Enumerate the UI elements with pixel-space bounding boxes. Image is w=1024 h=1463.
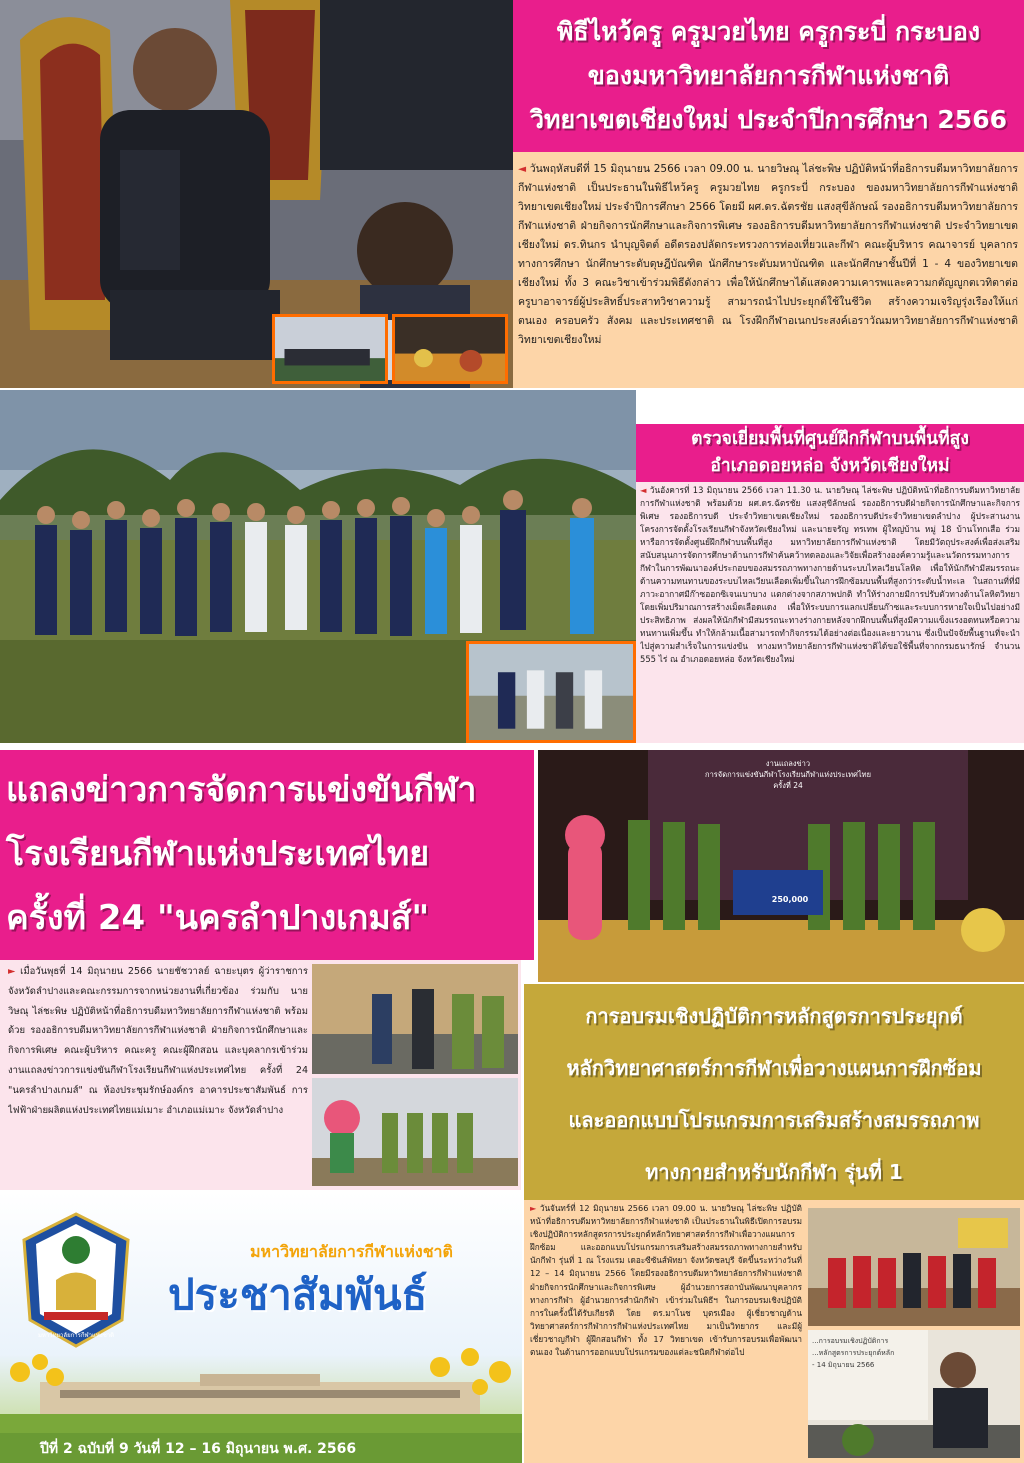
seal-label: มหาวิทยาลัยการกีฬาแห่งชาติ	[37, 1332, 115, 1339]
training-slide-line-3: - 14 มิถุนายน 2566	[812, 1361, 875, 1369]
site-visit-inset-photo	[466, 641, 636, 743]
section3-headline-line-2: โรงเรียนกีฬาแห่งประเทศไทย	[6, 834, 430, 874]
section2-body	[640, 484, 1020, 741]
training-slide-line-1: ...การอบรมเชิงปฏิบัติการ	[812, 1337, 889, 1345]
bullet-icon: ►	[8, 966, 21, 977]
section3-body	[8, 962, 308, 1187]
section4-headline-line-1: การอบรมเชิงปฏิบัติการหลักสูตรการประยุกต์	[585, 1004, 963, 1028]
section4-headline-line-4: ทางกายสำหรับนักกีฬา รุ่นที่ 1	[645, 1160, 903, 1184]
masthead-issue-line: ปีที่ 2 ฉบับที่ 9 วันที่ 12 – 16 มิถุนายน พ.ศ. 2566	[40, 1441, 357, 1457]
training-slide-text	[812, 1335, 924, 1371]
section3-headline	[0, 758, 534, 950]
press-interview-photo	[312, 964, 518, 1074]
section2-headline-line-2: อำเภอดอยหล่อ จังหวัดเชียงใหม่	[710, 456, 950, 476]
bullet-icon: ►	[530, 1203, 540, 1213]
masthead-university-name: มหาวิทยาลัยการกีฬาแห่งชาติ	[250, 1242, 453, 1261]
stage-banner-line-3: ครั้งที่ 24	[773, 781, 803, 790]
mascot-group-photo	[312, 1078, 518, 1186]
section1-headline-line-3: วิทยาเขตเชียงใหม่ ประจำปีการศึกษา 2566	[529, 105, 1007, 134]
donation-check-amount: 250,000	[771, 895, 809, 904]
section4-body-text: วันจันทร์ที่ 12 มิถุนายน 2566 เวลา 09.00 น. นายวิษณุ ไล่ชะพิษ ปฏิบัติหน้าที่อธิการบดีมหาวิทยาลัยการกีฬาแห่งชาติ เป็นประธานในพิธีเปิดการอบรมเชิงปฏิบัติการหลักสูตรการประยุกต์หลักวิทยาศาสตร์การกีฬาเพื่อวางแผนการฝึกซ้อม และออกแบบโปรแกรมการเสริมสร้างสมรรถภาพทางกายสำหรับนักกีฬา รุ่นที่ 1 ณ โรงแรม เดอะซีซันส์พัทยา จังหวัดชลบุรี จัดขึ้นระหว่างวันที่ 12 – 14 มิถุนายน 2566 โดยมีรองอธิการบดีมหาวิทยาลัยการกีฬาแห่งชาติ ฝ่ายกิจการนักศึกษาและกิจการพิเศษ ผู้อำนวยการสถาบันพัฒนาบุคลากรทางการกีฬา ผู้อำนวยการสำนักกีฬา เข้าร่วมในพิธีฯ ในการอบรมเชิงปฏิบัติการในครั้งนี้ได้รับเกียรติ โดย ดร.มาโนช บุตรเมือง ผู้เชี่ยวชาญด้านวิทยาศาสตร์การกีฬาการกีฬาแห่งประเทศไทย มาเป็นวิทยากร และมีผู้เชี่ยวชาญกีฬา ผู้ฝึกสอนกีฬา ทั้ง 17 วิทยาเขต เข้ารับการอบรมเพื่อพัฒนาตนเอง ในด้านการออกแบบโปรแกรมของแต่ละชนิดกีฬาต่อไป	[530, 1203, 802, 1358]
stage-banner-line-1: งานแถลงข่าว	[765, 759, 811, 768]
section3-body-text: เมื่อวันพุธที่ 14 มิถุนายน 2566 นายชัชวาลย์ ฉายะบุตร ผู้ว่าราชการจังหวัดลำปางและคณะกรรมการจากหน่วยงานที่เกี่ยวข้อง ร่วมกับ นายวิษณุ ไล่ชะพิษ ปฏิบัติหน้าที่อธิการบดีมหาวิทยาลัยการกีฬาแห่งชาติ พร้อมด้วย รองอธิการบดีมหาวิทยาลัยการกีฬาแห่งชาติ ฝ่ายกิจการนักศึกษาและกิจการพิเศษ คณะผู้บริหาร คณะครู คณะผู้ฝึกสอน และบุคลากรเข้าร่วมงานแถลงข่าวการแข่งขันกีฬาโรงเรียนกีฬาแห่งประเทศไทย ครั้งที่ 24 "นครลำปางเกมส์" ณ ห้องประชุมรักษ์องค์กร อาคารประชาสัมพันธ์ การไฟฟ้าฝ่ายผลิตแห่งประเทศไทยแม่เมาะ อำเภอแม่เมาะ จังหวัดลำปาง	[8, 966, 308, 1116]
bullet-icon: ◄	[518, 163, 530, 175]
section1-headline	[513, 10, 1024, 142]
section2-body-text: วันอังคารที่ 13 มิถุนายน 2566 เวลา 11.30 น. นายวิษณุ ไล่ชะพิษ ปฏิบัติหน้าที่อธิการบดีมหาวิทยาลัยการกีฬาแห่งชาติ พร้อมด้วย ผศ.ดร.ฉัตรชัย แสงสุขีลักษณ์ รองอธิการบดีฝ่ายกิจการนักศึกษาและกิจการพิเศษ รองอธิการบดี ประจำวิทยาเขตเชียงใหม่ รองอธิการบดีประจำวิทยาเขตลำปาง ผู้ประสานงานโครงการจัดตั้งโรงเรียนกีฬาจังหวัดเชียงใหม่ และนายจรัญ ทรเทพ ผู้ใหญ่บ้าน หมู่ 18 บ้านโทกเสือ ร่วมหารือการจัดตั้งศูนย์ฝึกกีฬาบนพื้นที่สูง มหาวิทยาลัยการกีฬาแห่งชาติ โดยมีวัตถุประสงค์เพื่อส่งเสริมสนับสนุนการจัดการศึกษาด้านการกีฬาค้นคว้าทดลองและวิจัยเพื่อสร้างองค์ความรู้และนวัตกรรมทางการกีฬาในการพัฒนาองค์ประกอบของสมรรถภาพทางกายด้านระบบไหลเวียนโลหิต เพื่อให้นักกีฬามีสมรรถนะด้านความทนทานของระบบไหลเวียนเลือดเพิ่มขึ้นในการฝึกซ้อมบนพื้นที่สูงกว่าระดับน้ำทะเล ในสถานที่ที่มีภาวะอากาศมีก๊าซออกซิเจนเบาบาง แตกต่างจากสภาพปกติ ทำให้ร่างกายมีการปรับตัวทางด้านโลหิตวิทยาโดยเพิ่มปริมาณการสร้างเม็ดเลือดแดง เพื่อให้ระบบการแลกเปลี่ยนก๊าซและระบบการหายใจเป็นไปอย่างมีประสิทธิภาพ ส่งผลให้นักกีฬามีสมรรถนะทางร่างกายหลังจากฝึกบนพื้นที่สูงมีความแข็งแรงอดทนหรือความทนทานเพิ่มขึ้น ทำให้กล้ามเนื้อสามารถทำกิจกรรมได้อย่างต่อเนื่องและยาวนาน ซึ่งเป็นปัจจัยพื้นฐานที่จะนำไปสู่ความสำเร็จในการแข่งขัน ทางมหาวิทยาลัยการกีฬาแห่งชาติได้ขอใช้พื้นที่จากกรมธนารักษ์ จำนวน 555 ไร่ ณ อำเภอดอยหล่อ จังหวัดเชียงใหม่	[640, 485, 1020, 664]
ceremony-inset-photo-1	[272, 314, 388, 384]
stage-banner-line-2: การจัดการแข่งขันกีฬาโรงเรียนกีฬาแห่งประเทศไทย	[705, 770, 871, 779]
training-group-photo	[808, 1208, 1020, 1326]
section2-headline-line-1: ตรวจเยี่ยมพื้นที่ศูนย์ฝึกกีฬาบนพื้นที่สูง	[691, 429, 969, 449]
bullet-icon: ◄	[640, 485, 650, 495]
section3-headline-line-1: แถลงข่าวการจัดการแข่งขันกีฬา	[6, 770, 477, 810]
section4-headline-line-2: หลักวิทยาศาสตร์การกีฬาเพื่อวางแผนการฝึกซ้อม	[566, 1056, 982, 1080]
section2-headline	[636, 426, 1024, 480]
section1-headline-line-1: พิธีไหว้ครู ครูมวยไทย ครูกระบี่ กระบอง	[556, 17, 981, 46]
masthead-title: ประชาสัมพันธ์	[168, 1270, 428, 1319]
university-seal-logo	[16, 1210, 136, 1350]
section4-headline-line-3: และออกแบบโปรแกรมการเสริมสร้างสมรรถภาพ	[568, 1108, 980, 1132]
ceremony-inset-photo-2	[392, 314, 508, 384]
section1-headline-line-2: ของมหาวิทยาลัยการกีฬาแห่งชาติ	[587, 61, 950, 90]
section4-body	[530, 1202, 802, 1460]
stage-banner	[668, 758, 908, 791]
section3-headline-line-3: ครั้งที่ 24 "นครลำปางเกมส์"	[6, 898, 430, 938]
section4-headline	[524, 990, 1024, 1198]
section1-body	[518, 160, 1018, 384]
section1-body-text: วันพฤหัสบดีที่ 15 มิถุนายน 2566 เวลา 09.00 น. นายวิษณุ ไล่ชะพิษ ปฏิบัติหน้าที่อธิการบดีมหาวิทยาลัยการกีฬาแห่งชาติ เป็นประธานในพิธีไหว้ครู ครูมวยไทย ครูกระบี่ กระบอง ของมหาวิทยาลัยการกีฬาแห่งชาติ วิทยาเขตเชียงใหม่ ประจำปีการศึกษา 2566 โดยมี ผศ.ดร.ฉัตรชัย แสงสุขีลักษณ์ รองอธิการบดีมหาวิทยาลัยการกีฬาแห่งชาติ ฝ่ายกิจการนักศึกษาและกิจการพิเศษ รองอธิการบดีมหาวิทยาลัยการกีฬาแห่งชาติ ประจำวิทยาเขตเชียงใหม่ ดร.ทินกร นำบุญจิตต์ อดีตรองปลัดกระทรวงการท่องเที่ยวและกีฬา คณะผู้บริหาร คณาจารย์ บุคลากรทางการศึกษา นักศึกษาระดับดุษฎีบัณฑิต นักศึกษาระดับมหาบัณฑิต และนักศึกษาชั้นปีที่ 1 - 4 ของวิทยาเขตเชียงใหม่ ทั้ง 3 คณะวิชาเข้าร่วมพิธีดังกล่าว เพื่อให้นักศึกษาได้แสดงความเคารพและความกตัญญูกตเวทิตาต่อครูบาอาจารย์ผู้ประสิทธิ์ประสาทวิชาความรู้ สามารถนำไปประยุกต์ใช้ในชีวิต สร้างความเจริญรุ่งเรืองให้แก่ตนเอง ครอบครัว สังคม และประเทศชาติ ณ โรงฝึกกีฬาอเนกประสงค์เอราวัณมหาวิทยาลัยการกีฬาแห่งชาติ วิทยาเขตเชียงใหม่	[518, 163, 1018, 346]
training-slide-line-2: ...หลักสูตรการประยุกต์หลัก	[812, 1349, 895, 1357]
